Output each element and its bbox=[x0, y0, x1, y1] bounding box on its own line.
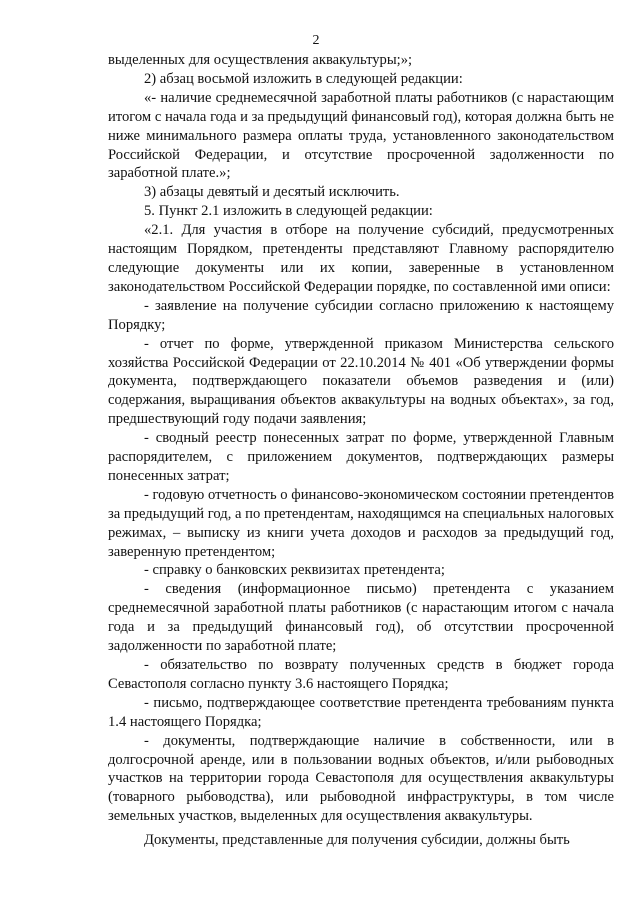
paragraph-amendment-3: 3) абзацы девятый и десятый исключить. bbox=[144, 184, 400, 201]
paragraph-item-5: 5. Пункт 2.1 изложить в следующей редакции: bbox=[144, 203, 433, 220]
list-item-bank-details: - справку о банковских реквизитах претендента; bbox=[144, 562, 445, 579]
document-body bbox=[108, 51, 614, 850]
list-item-ownership-documents: - документы, подтверждающие наличие в собственности, или в долгосрочной аренде, или в пользовании водных объектов, и/или рыбоводных участков на территории города Севастополя для осуществления аквакультуры (товарного рыбоводства), или рыбоводной инфраструктуры, в том числе земельных участков, выделенных для осуществления аквакультуры. bbox=[108, 732, 614, 825]
list-item-report: - отчет по форме, утвержденной приказом Министерства сельского хозяйства Российской Федерации от 22.10.2014 № 401 «Об утверждении формы документа, подтверждающего показатели объемов разведения и (или) содержания, выращивания объектов аквакультуры на водных объектах», за год, предшествующий году подачи заявления; bbox=[108, 335, 614, 428]
paragraph-quoted-condition: «- наличие среднемесячной заработной платы работников (с нарастающим итогом с начала года и за предыдущий финансовый год), которая должна быть не ниже минимального размера оплаты труда, установленного законодательством Российской Федерации, и отсутствие просроченной задолженности по заработной плате.»; bbox=[108, 89, 614, 182]
list-item-annual-reporting: - годовую отчетность о финансово-экономическом состоянии претендентов за предыдущий год, а по претендентам, находящимся на специальных налоговых режимах, – выписку из книги учета доходов и расходов за предыдущий год, заверенную претендентом; bbox=[108, 486, 614, 560]
list-item-salary-info: - сведения (информационное письмо) претендента с указанием среднемесячной заработной платы работников (с нарастающим итогом с начала года и за предыдущий финансовый год), об отсутствии просроченной задолженности по заработной плате; bbox=[108, 581, 614, 655]
paragraph-clause-2-1: «2.1. Для участия в отборе на получение субсидий, предусмотренных настоящим Порядком, претенденты представляют Главному распорядителю следующие документы или их копии, заверенные в установленном законодательством Российской Федерации порядке, по составленной ими описи: bbox=[108, 222, 614, 295]
list-item-refund-obligation: - обязательство по возврату полученных средств в бюджет города Севастополя согласно пункту 3.6 настоящего Порядка; bbox=[108, 657, 614, 692]
list-item-cost-register: - сводный реестр понесенных затрат по форме, утвержденной Главным распорядителем, с приложением документов, подтверждающих размеры понесенных затрат; bbox=[108, 430, 614, 484]
paragraph-continuation: выделенных для осуществления аквакультуры;»; bbox=[108, 52, 413, 68]
page-number: 2 bbox=[312, 33, 320, 48]
list-item-application: - заявление на получение субсидии согласно приложению к настоящему Порядку; bbox=[108, 297, 614, 333]
list-item-compliance-letter: - письмо, подтверждающее соответствие претендента требованиям пункта 1.4 настоящего Порядка; bbox=[108, 694, 614, 730]
paragraph-amendment-2: 2) абзац восьмой изложить в следующей редакции: bbox=[144, 70, 463, 87]
paragraph-documents-requirements: Документы, представленные для получения субсидии, должны быть bbox=[144, 832, 570, 849]
